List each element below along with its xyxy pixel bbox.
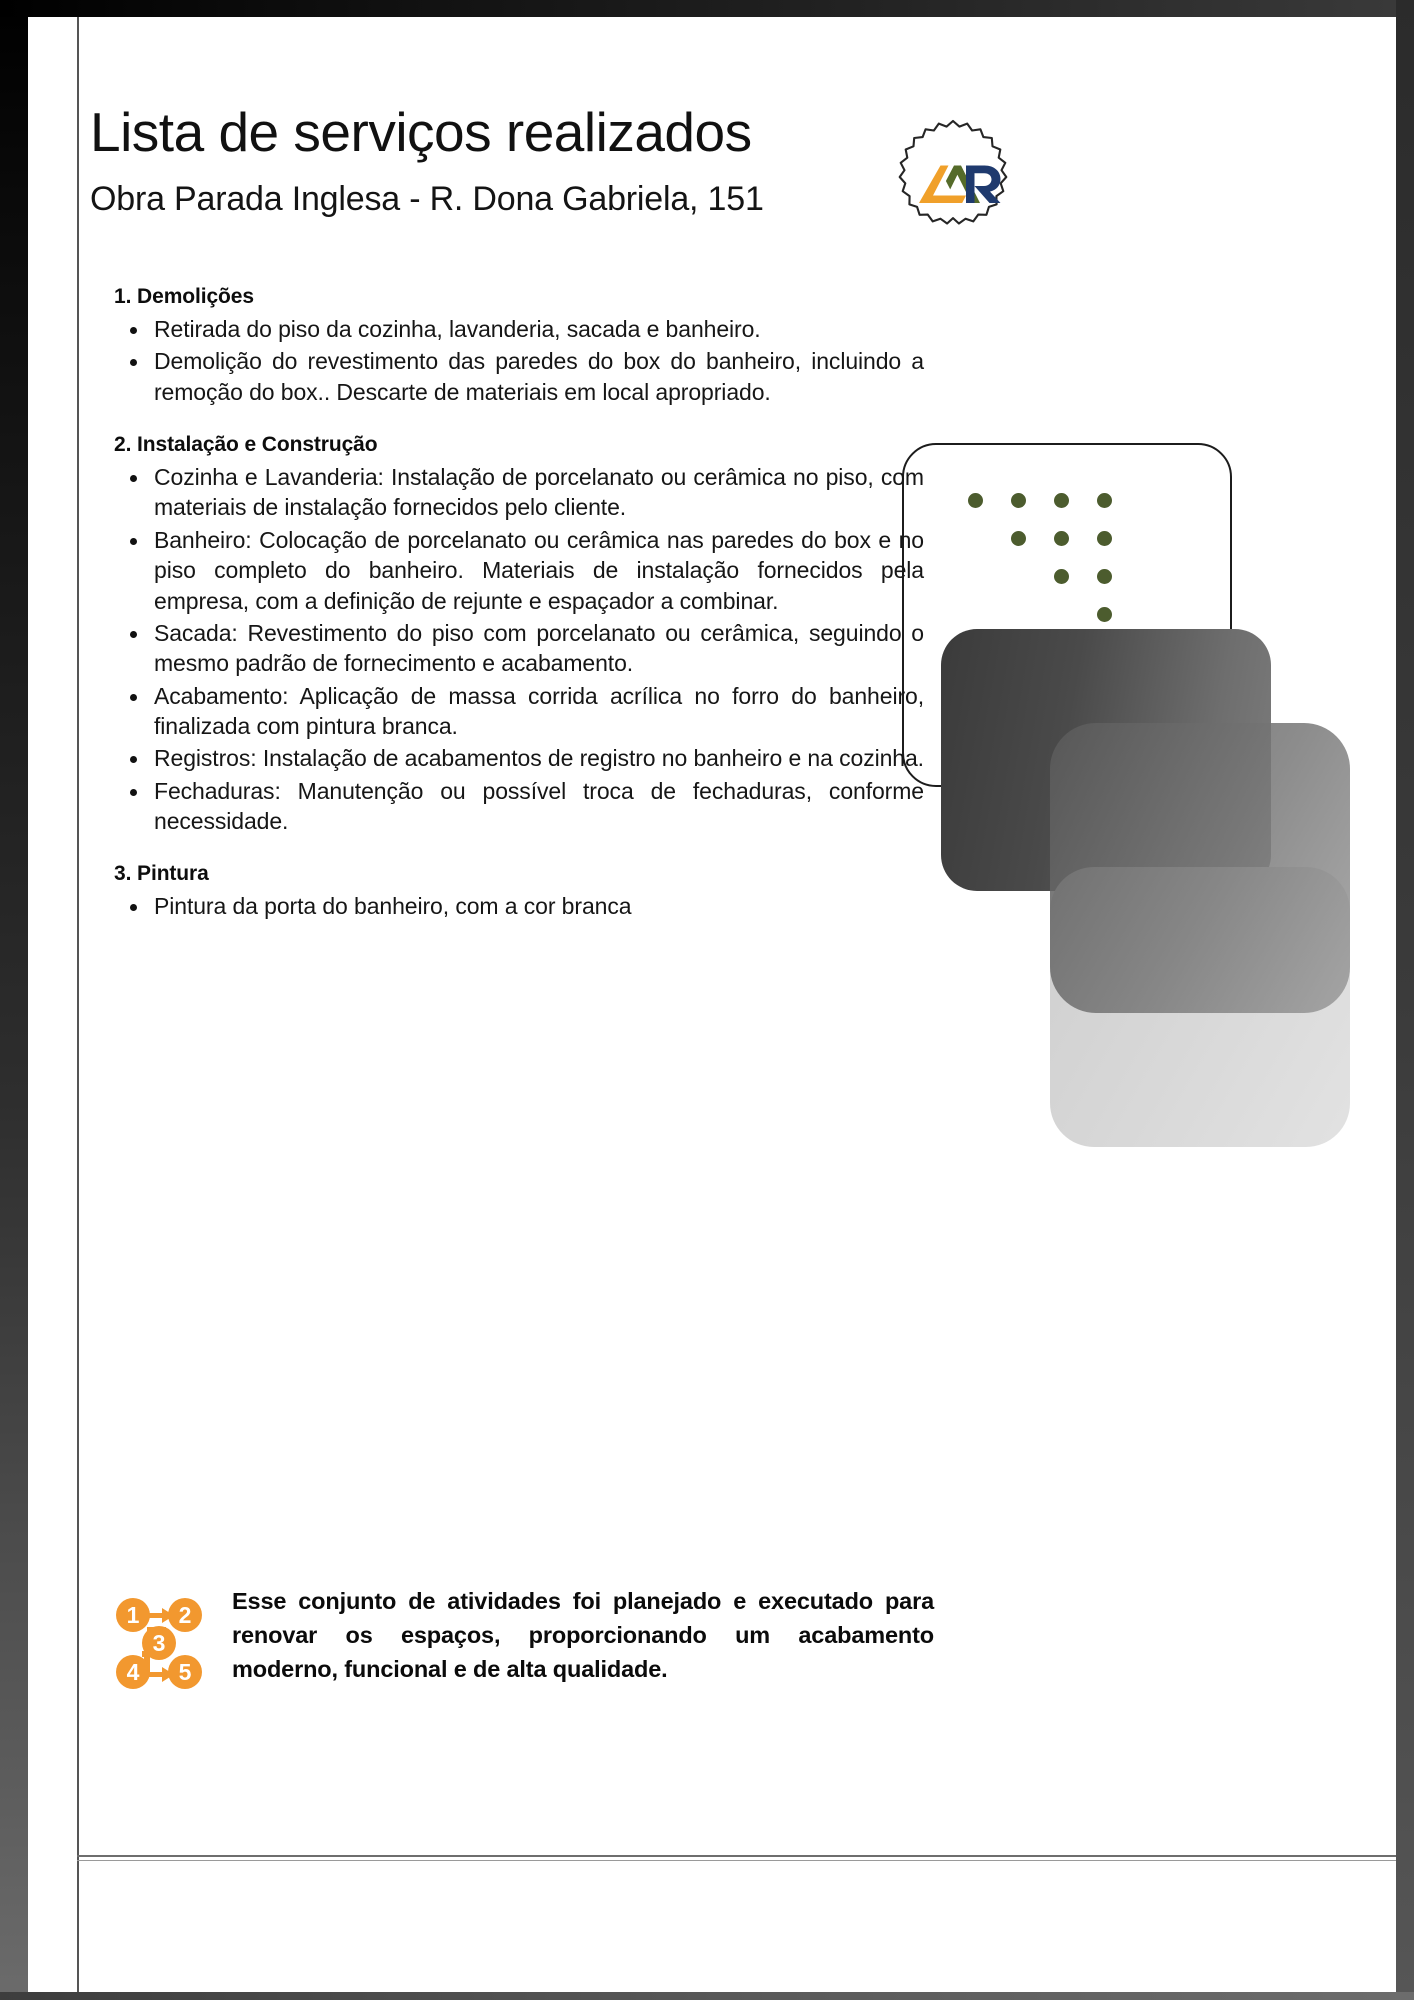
- summary-callout-text: Esse conjunto de atividades foi planejado e executado para renovar os espaços, proporcionando um acabamento moderno, funcional e de alta qualidade.: [232, 1588, 934, 1682]
- section-heading: 3. Pintura: [114, 862, 209, 886]
- svg-text:4: 4: [126, 1659, 140, 1685]
- list-item: Retirada do piso da cozinha, lavanderia, sacada e banheiro.: [114, 314, 924, 344]
- window-frame-right: [1396, 0, 1414, 2000]
- svg-text:5: 5: [178, 1659, 192, 1685]
- page-title: Lista de serviços realizados: [90, 101, 752, 163]
- section-bullet-list: [114, 314, 924, 407]
- svg-text:3: 3: [152, 1630, 166, 1656]
- section-bullet-list: [114, 891, 924, 921]
- svg-text:2: 2: [178, 1602, 192, 1628]
- section-demolicoes: [114, 285, 924, 407]
- list-item: Fechaduras: Manutenção ou possível troca de fechaduras, conforme necessidade.: [114, 776, 924, 837]
- page-content: [90, 17, 1396, 1992]
- page-subtitle: Obra Parada Inglesa - R. Dona Gabriela, 151: [90, 180, 764, 219]
- service-sections: [114, 285, 924, 924]
- svg-text:1: 1: [126, 1602, 140, 1628]
- list-item: Registros: Instalação de acabamentos de registro no banheiro e na cozinha.: [114, 743, 924, 773]
- numbered-flow-icon: [114, 1591, 206, 1695]
- summary-callout: [114, 1585, 934, 1695]
- section-pintura: [114, 862, 924, 921]
- section-instalacao-construcao: [114, 433, 924, 836]
- document-page: [28, 17, 1396, 1992]
- window-frame-left: [0, 0, 28, 2000]
- window-frame-top: [0, 0, 1414, 17]
- section-heading: 1. Demolições: [114, 285, 254, 308]
- section-bullet-list: [114, 462, 924, 836]
- list-item: Cozinha e Lavanderia: Instalação de porcelanato ou cerâmica no piso, com materiais de instalação fornecidos pelo cliente.: [114, 462, 924, 523]
- lar-logo-badge: [888, 119, 1018, 249]
- window-frame-bottom: [0, 1992, 1414, 2000]
- list-item: Sacada: Revestimento do piso com porcelanato ou cerâmica, seguindo o mesmo padrão de fornecimento e acabamento.: [114, 618, 924, 679]
- left-margin-rule: [77, 17, 79, 1992]
- list-item: Demolição do revestimento das paredes do box do banheiro, incluindo a remoção do box.. Descarte de materiais em local apropriado.: [114, 346, 924, 407]
- list-item: Banheiro: Colocação de porcelanato ou cerâmica nas paredes do box e no piso completo do banheiro. Materiais de instalação fornecidos pela empresa, com a definição de rejunte e espaçador a combinar.: [114, 525, 924, 616]
- section-heading: 2. Instalação e Construção: [114, 433, 378, 457]
- list-item: Acabamento: Aplicação de massa corrida acrílica no forro do banheiro, finalizada com pintura branca.: [114, 681, 924, 742]
- list-item: Pintura da porta do banheiro, com a cor branca: [114, 891, 924, 921]
